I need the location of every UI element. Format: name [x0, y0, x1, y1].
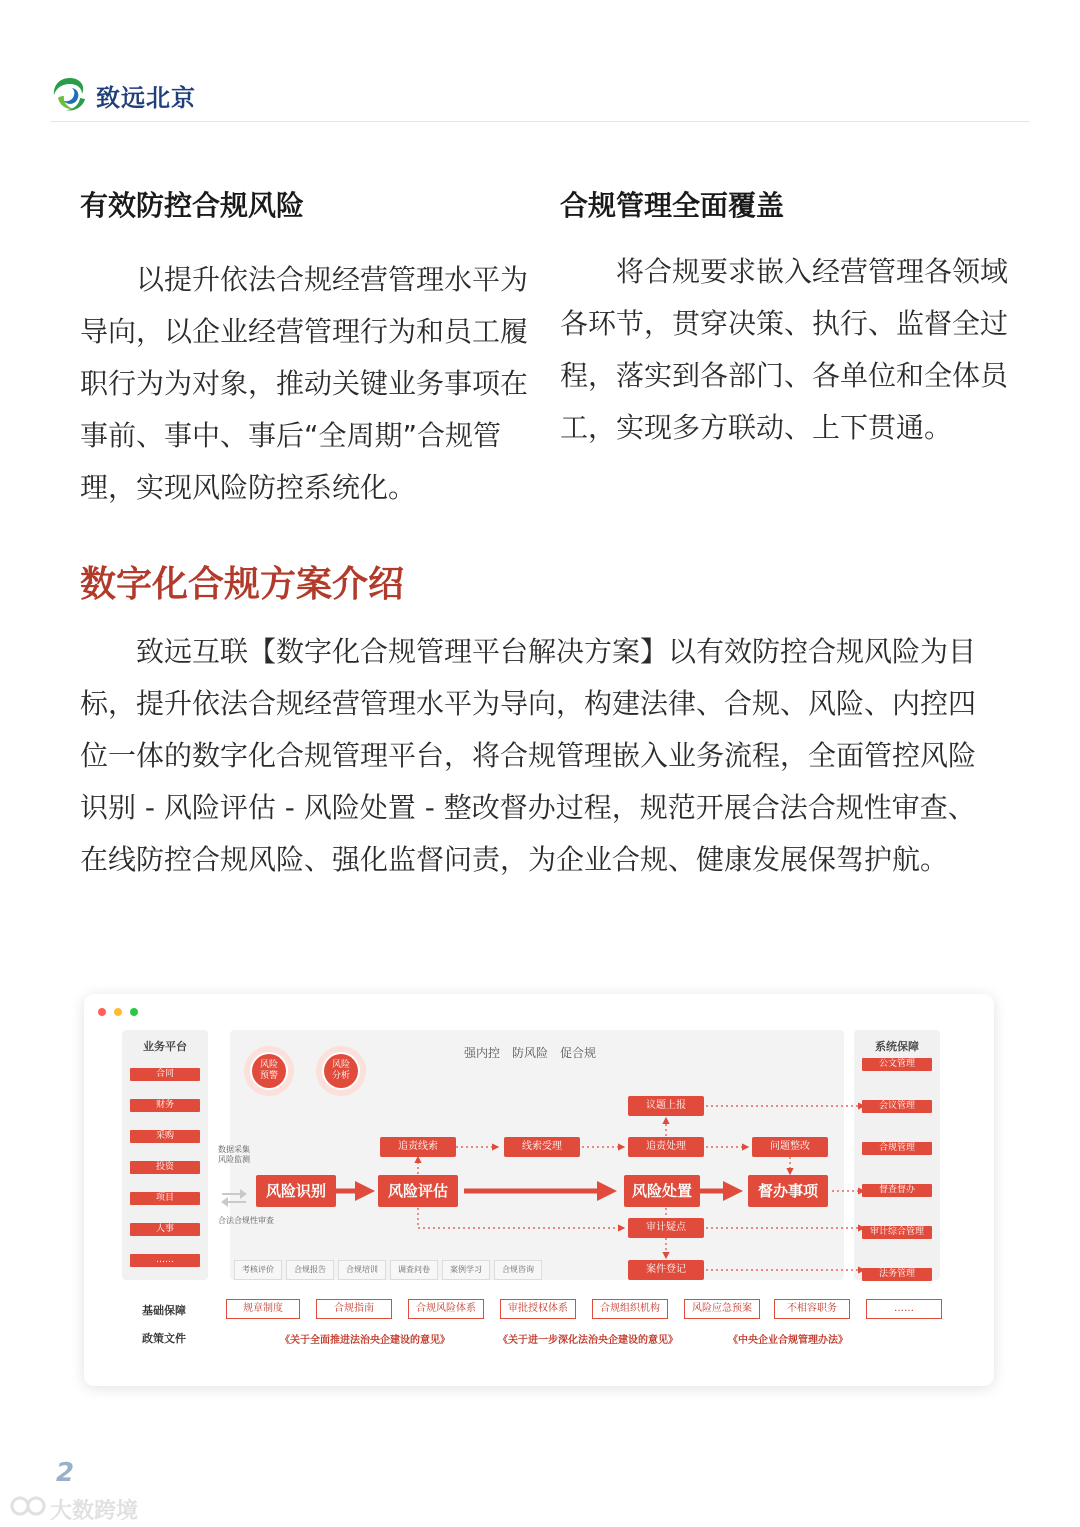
system-guarantee-panel	[854, 1030, 940, 1280]
platform-diagram	[84, 994, 994, 1386]
foundation-item: 风险应急预案	[684, 1299, 760, 1319]
watermark-text: 大数跨境	[50, 1499, 139, 1524]
business-platform-title: 业务平台	[143, 1040, 187, 1053]
link-row	[230, 1260, 844, 1284]
system-item: 审计综合管理	[862, 1226, 932, 1239]
link-item: 调查问卷	[390, 1260, 438, 1280]
business-platform-panel	[122, 1030, 208, 1280]
case-register-box: 案件登记	[628, 1260, 704, 1280]
system-item: 督查督办	[862, 1184, 932, 1197]
issue-report-box: 议题上报	[628, 1096, 704, 1116]
business-item: 财务	[130, 1099, 200, 1112]
audit-doubt-box: 审计疑点	[628, 1218, 704, 1238]
foundation-item: 合规风险体系	[408, 1299, 484, 1319]
note-line: 数据采集	[218, 1145, 250, 1154]
foundation-item: ……	[866, 1299, 942, 1319]
zhiyuan-logo-icon	[50, 74, 90, 114]
link-item: 合规培训	[338, 1260, 386, 1280]
right-column-title: 合规管理全面覆盖	[560, 189, 785, 222]
risk-analysis-badge	[316, 1046, 366, 1096]
step-risk-assessment: 风险评估	[378, 1175, 458, 1207]
policy-document: 《关于进一步深化法治央企建设的意见》	[498, 1335, 678, 1346]
note-line: 风险监测	[218, 1155, 250, 1164]
diagram-slogan: 强内控 防风险 促合规	[464, 1046, 597, 1060]
data-collection-note	[218, 1145, 250, 1165]
badge-line: 预警	[259, 1071, 278, 1081]
link-item: 考核评价	[234, 1260, 282, 1280]
page-number: 2	[56, 1458, 75, 1488]
business-item: 合同	[130, 1068, 200, 1081]
foundation-item: 不相容职务	[774, 1299, 850, 1319]
page-header	[50, 70, 1030, 122]
risk-warning-badge	[244, 1046, 294, 1096]
system-item: 会议管理	[862, 1100, 932, 1113]
system-item: 法务管理	[862, 1268, 932, 1281]
system-guarantee-title: 系统保障	[875, 1040, 919, 1053]
step-risk-handling: 风险处置	[624, 1175, 700, 1207]
section-title: 数字化合规方案介绍	[80, 564, 405, 605]
badge-line: 分析	[331, 1071, 350, 1081]
link-item: 合规报告	[286, 1260, 334, 1280]
bidirectional-arrow-icon	[220, 1186, 248, 1210]
window-yellow-dot	[114, 1008, 122, 1016]
link-item: 案例学习	[442, 1260, 490, 1280]
compliance-review-note: 合法合规性审查	[218, 1216, 274, 1225]
foundation-item: 规章制度	[226, 1299, 300, 1319]
policy-label: 政策文件	[142, 1332, 186, 1345]
business-item: 人事	[130, 1223, 200, 1236]
foundation-item: 审批授权体系	[500, 1299, 576, 1319]
window-red-dot	[98, 1008, 106, 1016]
clue-accept-box: 线索受理	[504, 1137, 580, 1157]
badge-line: 风险	[331, 1060, 350, 1070]
left-column-title: 有效防控合规风险	[80, 189, 305, 222]
business-item: 投资	[130, 1161, 200, 1174]
foundation-label: 基础保障	[142, 1304, 186, 1317]
step-risk-identification: 风险识别	[256, 1175, 336, 1207]
business-item: 采购	[130, 1130, 200, 1143]
link-item: 合规咨询	[494, 1260, 542, 1280]
business-item: 项目	[130, 1192, 200, 1205]
policy-document: 《关于全面推进法治央企建设的意见》	[280, 1335, 450, 1346]
left-column-text: 以提升依法合规经营管理水平为导向，以企业经营管理行为和员工履职行为为对象，推动关键业务事项在事前、事中、事后“全周期”合规管理，实现风险防控系统化。	[80, 263, 529, 504]
badge-line: 风险	[259, 1060, 278, 1070]
accountability-box: 追责处理	[628, 1137, 704, 1157]
foundation-item: 合规组织机构	[592, 1299, 668, 1319]
section-body: 致远互联【数字化合规管理平台解决方案】以有效防控合规风险为目标，提升依法合规经营管理水平为导向，构建法律、合规、风险、内控四位一体的数字化合规管理平台，将合规管理嵌入业务流程，全面管控风险识别 - 风险评估 - 风险处置 - 整改督办过程，规范开展合法合规性审查、在线防控合规风险、强化监督问责，为企业合规、健康发展保驾护航。	[80, 635, 977, 876]
business-item: ……	[130, 1254, 200, 1267]
system-item: 公文管理	[862, 1058, 932, 1071]
step-supervision: 督办事项	[748, 1175, 828, 1207]
brand-name: 致远北京	[96, 84, 196, 112]
clue-trace-box: 追责线索	[380, 1137, 456, 1157]
watermark-logo-icon	[10, 1494, 52, 1518]
problem-fix-box: 问题整改	[752, 1137, 828, 1157]
right-column-text: 将合规要求嵌入经营管理各领域各环节，贯穿决策、执行、监督全过程，落实到各部门、各单位和全体员工，实现多方联动、上下贯通。	[560, 255, 1009, 444]
policy-document: 《中央企业合规管理办法》	[728, 1335, 848, 1346]
window-green-dot	[130, 1008, 138, 1016]
system-item: 合规管理	[862, 1142, 932, 1155]
foundation-item: 合规指南	[316, 1299, 392, 1319]
